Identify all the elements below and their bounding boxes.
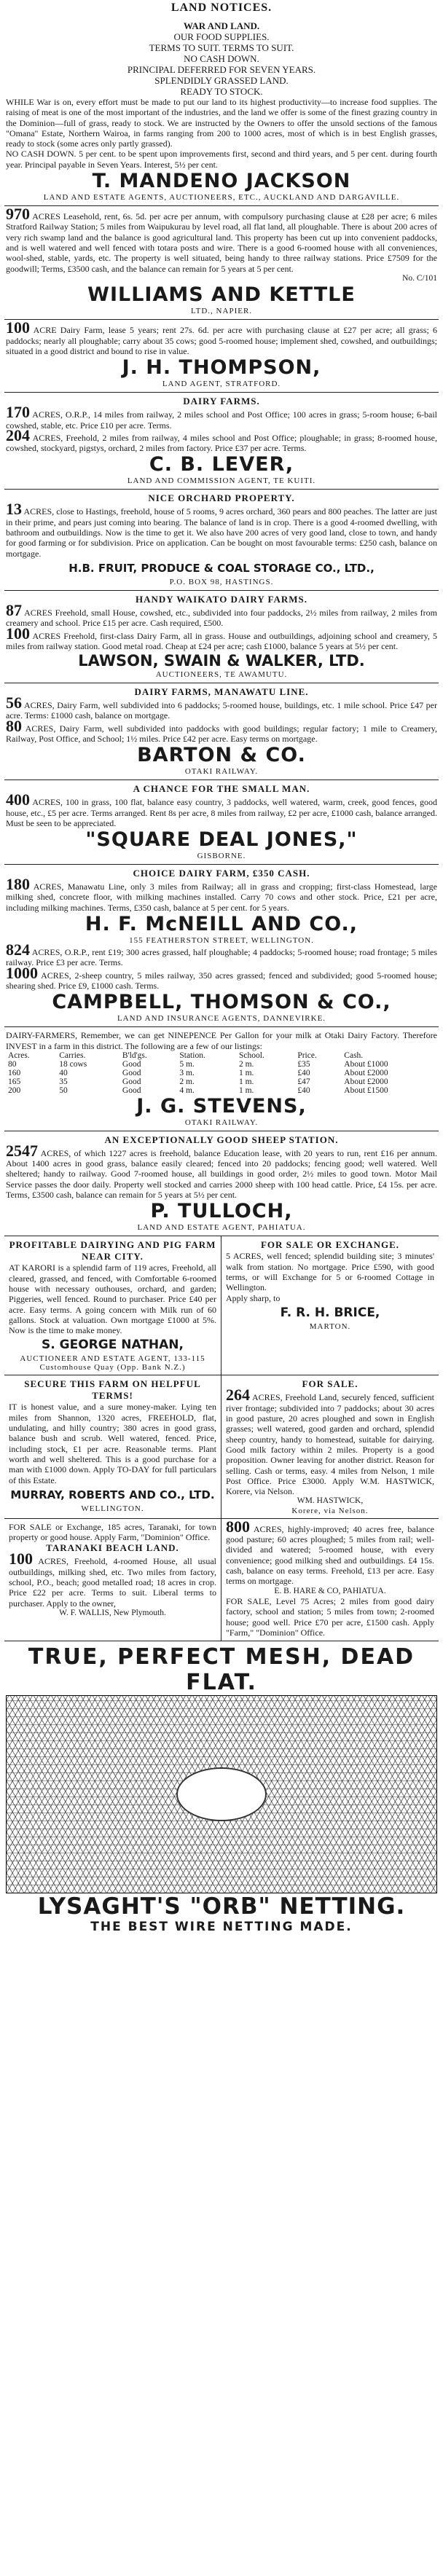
agent-subtitle: P.O. BOX 98, HASTINGS. <box>169 577 274 586</box>
agent-subtitle: GISBORNE. <box>197 852 246 861</box>
ad-body <box>6 963 437 991</box>
table-cell: 80 <box>8 1059 17 1069</box>
ad-body: 5 ACRES, well fenced; splendid building site; 3 minutes' walk from station. No mortgage. Price £590, with good terms, or will Exchange for 5 or 6-roomed Cottage in Wellington. <box>226 1251 434 1293</box>
ad-square-deal <box>4 780 439 865</box>
acreage-lead: 180 <box>6 875 30 894</box>
ad-nathan <box>4 1236 221 1375</box>
ad-thompson <box>4 320 439 393</box>
listings-table <box>6 1051 437 1095</box>
table-cell: Good <box>122 1068 141 1077</box>
agent-name: J. H. THOMPSON, <box>122 356 321 380</box>
acreage-lead: 80 <box>6 716 22 735</box>
table-row <box>6 1060 437 1069</box>
agent-name: WILLIAMS AND KETTLE <box>87 283 356 307</box>
product-name: LYSAGHT'S "ORB" NETTING. <box>37 1893 406 1920</box>
ad-stevens <box>4 1027 439 1131</box>
agent-name: P. TULLOCH, <box>150 1200 293 1223</box>
ad-title: DAIRY FARMS. <box>183 396 260 407</box>
acreage-lead: 204 <box>6 425 30 444</box>
heading-line: READY TO STOCK. <box>180 86 263 97</box>
table-row <box>6 1077 437 1086</box>
table-cell: About £1500 <box>344 1085 388 1095</box>
agent-name: "SQUARE DEAL JONES," <box>85 828 358 852</box>
ad-text: ACRES, Manawatu Line, only 3 miles from Railway; all in grass and cropping; first-class Homestead, large milking shed, concrete floor, with milking machines installed. Carry 70 cows and other stock. Price, £21 per acre, including milking machines. Terms, £350 cash, balance at 5 per cent. for 5 years. <box>6 881 437 913</box>
ad-body <box>6 500 437 559</box>
column-header: Price. <box>297 1051 317 1060</box>
two-column-row <box>4 1375 439 1518</box>
ad-body <box>226 1517 435 1587</box>
ad-text: ACRES, close to Hastings, freehold, house of 5 rooms, 9 acres orchard, 360 pears and 800 peaches. The latter are just in their prime, and pears just coming into bearing. The balance of land is in crop. There is a good 4-roomed dwelling, with bathroom and outbuildings. Now is the time to get it. We also have 200 acres of very good land, close to town, and handy for good farming or for subdivision. Price on application. Can be bought on most favourable terms: £250 cash, balance on mortgage. <box>6 506 437 559</box>
ad-war-and-land <box>4 17 439 206</box>
ad-body: IT is honest value, and a sure money-maker. Lying ten miles from Shannon, 1320 acres, FREEHOLD, flat, undulating, and hilly country; 380 acres in good grass, balance bush and scrub. Well watered, fenced. Price, including stock, £1 per acre. Reasonable terms. Plant worth and well sheltered. This is a good purchase for a man with £1000 down. Apply TO-DAY for full particulars of this Estate. <box>9 1402 216 1485</box>
ad-title: SECURE THIS FARM ON HELPFUL TERMS! <box>24 1378 201 1402</box>
heading-line: PRINCIPAL DEFERRED FOR SEVEN YEARS. <box>127 64 316 75</box>
ad-body <box>6 716 438 745</box>
agent-name: LAWSON, SWAIN & WALKER, LTD. <box>78 652 365 670</box>
acreage-lead: 100 <box>9 1550 33 1568</box>
ad-murray <box>4 1375 221 1517</box>
acreage-lead: 400 <box>6 790 30 809</box>
newspaper-page <box>4 1 439 1938</box>
ad-mcneill <box>4 865 439 1027</box>
ad-body <box>6 403 438 431</box>
acreage-lead: 1000 <box>6 963 38 982</box>
ad-text: ACRES, O.R.P., 14 miles from railway, 2 miles school and Post Office; 100 acres in grass; 5-room house; 6-bail cowshed, stable, etc. Price £10 per acre. Terms. <box>6 409 438 431</box>
ad-body <box>6 425 437 454</box>
acreage-lead: 170 <box>6 403 30 422</box>
agent-name: J. G. STEVENS, <box>136 1094 307 1118</box>
table-cell: 1 m. <box>238 1085 254 1095</box>
ad-text: ACRES, Freehold, 2 miles from railway, 4 miles school and Post Office; ploughable; in grass; 8-roomed house, cowshed, stockyard, pigstys, orchard, 2 miles from factory. Price £37 per acre. Terms. <box>6 432 437 454</box>
table-cell: 18 cows <box>59 1059 87 1069</box>
ad-waikato <box>4 591 439 683</box>
ad-tulloch <box>4 1131 439 1236</box>
ad-body <box>6 205 438 274</box>
ad-wallis <box>4 1519 221 1641</box>
agent-name: BARTON & CO. <box>137 744 306 767</box>
column-header: B'ld'gs. <box>122 1051 147 1060</box>
ad-title: PROFITABLE DAIRYING AND PIG FARM NEAR CITY. <box>9 1239 216 1263</box>
acreage-lead: 13 <box>6 500 22 519</box>
agent-name: C. B. LEVER, <box>149 453 294 476</box>
acreage-lead: 2547 <box>6 1141 38 1160</box>
ad-body <box>6 600 438 629</box>
acreage-lead: 800 <box>226 1517 250 1536</box>
agent-name: H. F. McNEILL AND CO., <box>85 913 358 936</box>
column-header: School. <box>238 1051 264 1060</box>
ad-body <box>6 318 437 356</box>
ad-text: ACRES, O.R.P., rent £19; 300 acres grassed, half ploughable; 4 paddocks; 5-roomed house; road frontage; 5 miles railway. Price £3 per acre. Terms. <box>6 947 437 968</box>
ad-banner: TRUE, PERFECT MESH, DEAD FLAT. <box>28 1644 415 1696</box>
heading-line: OUR FOOD SUPPLIES. <box>173 31 270 42</box>
ad-body <box>6 875 437 913</box>
column-header: Carries. <box>59 1051 86 1060</box>
ad-hare <box>221 1519 439 1641</box>
ad-body <box>226 1386 435 1497</box>
netting-illustration <box>6 1695 437 1893</box>
acreage-lead: 100 <box>6 318 30 337</box>
agent-subtitle: LAND AND INSURANCE AGENTS, DANNEVIRKE. <box>117 1014 326 1024</box>
table-cell: 40 <box>59 1068 68 1077</box>
ad-body: WHILE War is on, every effort must be made to put our land to its highest productivity—to increase food supplies. The raising of meat is one of the most important of the industries, and the land we offer is some of the finest grazing country in the Dominion—full of grass, ready to stock. We are instructed by the Owners to offer the unsold sections of the famous "Omana" Estate, Northern Wairoa, in farms ranging from 200 to 1000 acres, most of which is in best English grasses, ready to stock (some acres only partly grassed). <box>6 97 437 149</box>
agent-subtitle: LAND AGENT, STRATFORD. <box>162 380 281 389</box>
heading-line: SPLENDIDLY GRASSED LAND. <box>154 75 289 86</box>
ad-text: ACRE Dairy Farm, lease 5 years; rent 27s. 6d. per acre with purchasing clause at £27 per acre; all grass; 6 paddocks; nearly all ploughable; carry about 35 cows; good 5-roomed house; implement shed, cowshed, and outbuildings; situated in a good district and bound to rise in value. <box>6 325 437 356</box>
agent-name: H.B. FRUIT, PRODUCE & COAL STORAGE CO., LTD., <box>68 561 375 575</box>
agent-name: CAMPBELL, THOMSON & CO., <box>52 991 391 1014</box>
ad-hastwick <box>221 1375 439 1517</box>
table-cell: Good <box>122 1077 141 1086</box>
acreage-lead: 824 <box>6 941 30 959</box>
ad-text: ACRES, 100 in grass, 100 flat, balance easy country, 3 paddocks, well watered, warm, creek, good fences, good house, etc., £5 per acre. Terms arranged. Rent 8s per acre, 8 miles from railway, £2 per acre, £1000 cash, balance arranged. Must be seen to be appreciated. <box>6 797 437 828</box>
agent-subtitle: LTD., NAPIER. <box>190 307 253 316</box>
ad-text: ACRES, Dairy Farm, well subdivided into 6 paddocks; 5-roomed house, buildings, etc. 1 mile school. Price £47 per acre. Terms: £1000 cash, balance on mortgage. <box>6 700 437 721</box>
ad-title: HANDY WAIKATO DAIRY FARMS. <box>136 593 307 605</box>
agent-name: W. F. WALLIS, New Plymouth. <box>59 1608 166 1617</box>
agent-subtitle: AUCTIONEERS, TE AWAMUTU. <box>155 670 288 680</box>
ad-text: ACRES, 2-sheep country, 5 miles railway, 350 acres grassed; fenced and subdivided; good 5-roomed house; shearing shed. Price £9, £1000 cash. Terms. <box>6 970 437 991</box>
ad-body <box>6 694 437 721</box>
table-cell: 2 m. <box>238 1059 254 1069</box>
product-tagline: THE BEST WIRE NETTING MADE. <box>90 1920 353 1935</box>
agent-subtitle: LAND AND ESTATE AGENT, PAHIATUA. <box>137 1223 306 1233</box>
acreage-lead: 100 <box>6 624 30 643</box>
ad-text: ACRES, Dairy Farm, well subdivided into paddocks with good buildings; regular factory; 1 mile to Creamery, Railway, Post Office, and School; 1½ miles. Price £42 per acre. Easy terms on mortgage. <box>6 723 438 744</box>
ad-body <box>6 624 437 652</box>
acreage-lead: 87 <box>6 600 22 619</box>
table-cell: 200 <box>8 1085 21 1095</box>
agent-name: E. B. HARE & CO, PAHIATUA. <box>274 1586 386 1595</box>
agent-subtitle: OTAKI RAILWAY. <box>184 1118 259 1127</box>
ad-text: ACRES, Freehold Land, securely fenced, sufficient river frontage; subdivided into 7 paddocks; about 30 acres in good pasture, 20 acres ploughed and sown in English grasses; well watered, good garden and orchard, splendid sheep country, handy to homestead, suitable for dairying. Good milk factory within 2 miles. Property is a good proposition. Owner leaving for another district. Reason for selling. Cash or terms, easy. 4 miles from Nelson, 1 mile Post Office. Price £3000. Apply W.M. HASTWICK, Korere, via Nelson. <box>226 1392 435 1497</box>
agent-name: F. R. H. BRICE, <box>280 1305 380 1320</box>
reference-number: No. C/101 <box>402 273 437 283</box>
heading-line: WAR AND LAND. <box>183 20 260 31</box>
two-column-row <box>4 1519 439 1641</box>
table-cell: 3 m. <box>179 1068 195 1077</box>
table-cell: About £2000 <box>344 1077 388 1086</box>
heading-line: TERMS TO SUIT. TERMS TO SUIT. <box>149 42 294 53</box>
column-header: Acres. <box>8 1051 30 1060</box>
agent-name: T. MANDENO JACKSON <box>92 170 351 193</box>
ad-title: NICE ORCHARD PROPERTY. <box>148 492 295 504</box>
table-cell: About £2000 <box>344 1068 388 1077</box>
table-cell: £40 <box>297 1068 310 1077</box>
ad-title: CHOICE DAIRY FARM, £350 CASH. <box>133 868 310 879</box>
table-cell: £40 <box>297 1085 310 1095</box>
ad-body: FOR SALE, Level 75 Acres; 2 miles from good dairy factory, school and station; 5 miles from town; 2-roomed house; good well. Price £70 per acre, £1500 cash. Apply "Farm," "Dominion" Office. <box>226 1596 434 1638</box>
column-header: Station. <box>179 1051 205 1060</box>
agent-subtitle: Korere, via Nelson. <box>291 1506 369 1515</box>
table-cell: Good <box>122 1059 141 1069</box>
table-row <box>6 1086 437 1095</box>
ad-title: FOR SALE OR EXCHANGE. <box>260 1239 400 1251</box>
table-cell: 1 m. <box>238 1068 254 1077</box>
table-cell: 165 <box>8 1077 21 1086</box>
table-header-row <box>6 1051 437 1060</box>
ad-body: FOR SALE or Exchange, 185 acres, Taranaki, for town property or good house. Apply Farm, "Dominion" Office. <box>9 1521 216 1543</box>
ad-terms: NO CASH DOWN. 5 per cent. to be spent upon improvements first, second and third years, and 5 per cent. during fourth year. Principal payable in Seven Years. Interest, 5½ per cent. <box>6 149 437 170</box>
ad-body: DAIRY-FARMERS, Remember, we can get NINEPENCE Per Gallon for your milk at Otaki Dairy Factory. Therefore INVEST in a farm in this district. The following are a few of our listings: <box>6 1030 437 1051</box>
ad-title: AN EXCEPTIONALLY GOOD SHEEP STATION. <box>104 1134 339 1145</box>
heading-line: NO CASH DOWN. <box>184 53 259 64</box>
ad-manawatu <box>4 683 439 780</box>
table-cell: 5 m. <box>179 1059 195 1069</box>
ad-brice <box>221 1236 439 1375</box>
acreage-lead: 264 <box>226 1386 250 1405</box>
acreage-lead: 970 <box>6 205 30 224</box>
agent-subtitle: 155 FEATHERSTON STREET, WELLINGTON. <box>129 936 314 946</box>
ad-text: ACRES Freehold, first-class Dairy Farm, all in grass. House and outbuildings, adjoining school and creamery, 5 miles from railway station. Good metal road. Cheap at £24 per acre; cash £1000, balance 5 years at 5½ per cent. <box>6 630 437 651</box>
agent-subtitle: AUCTIONEER AND ESTATE AGENT, 133-115 Customhouse Quay (Opp. Bank N.Z.) <box>20 1354 205 1373</box>
agent-name: MURRAY, ROBERTS AND CO., LTD. <box>10 1488 215 1501</box>
table-cell: Good <box>122 1085 141 1095</box>
ad-williams-kettle <box>4 206 439 320</box>
ad-text: ACRES, of which 1227 acres is freehold, balance Education lease, with 20 years to run, rent £16 per annum. About 1400 acres in good grass, balance easily cleared; fenced into 20 paddocks; fencing good; well watered. Well sheltered; handy to railway. Good 7-roomed house, all buildings in good order, 2½ miles to good town. Motor Mail Service passes the door daily. Property well stocked and carries 2000 sheep with 100 head cattle. Price, £4 15s. per acre. Terms, £3500 cash, balance can remain for 5 years at 5½ per cent. <box>6 1147 437 1201</box>
agent-name: S. GEORGE NATHAN, <box>42 1338 184 1353</box>
ad-title: FOR SALE. <box>302 1378 358 1390</box>
ad-title: TARANAKI BEACH LAND. <box>46 1542 179 1554</box>
apply-text: Apply sharp, to <box>226 1292 281 1303</box>
table-cell: 160 <box>8 1068 21 1077</box>
ad-text: ACRES, Freehold, 4-roomed House, all usual outbuildings, milking shed, etc. Two miles from factory, school, P.O., beach; good metalled road; 18 acres in crop. Price £22 per acre. Terms to suit. Liberal terms to purchaser. Apply to the owner, <box>9 1556 216 1609</box>
ad-body: AT KARORI is a splendid farm of 119 acres, Freehold, all cleared, grassed, and fenced, with Comfortable 6-roomed house with necessary outhouses, orchard, and garden; Piggeries, well fenced. Round to purchaser. Price £40 per acre. Easy terms. A going concern with Milk run of 60 gallons. Stock at valuation. Own mortgage £1000 at 5%. Now is the time to make money. <box>9 1263 216 1336</box>
agent-subtitle: OTAKI RAILWAY. <box>184 767 259 777</box>
column-header: Cash. <box>344 1051 364 1060</box>
agent-subtitle: LAND AND ESTATE AGENTS, AUCTIONEERS, ETC., AUCKLAND AND DARGAVILLE. <box>43 193 400 203</box>
agent-subtitle: LAND AND COMMISSION AGENT, TE KUITI. <box>127 476 316 486</box>
ad-title: A CHANCE FOR THE SMALL MAN. <box>133 783 310 795</box>
agent-subtitle: MARTON. <box>309 1322 351 1331</box>
table-cell: £47 <box>297 1077 310 1086</box>
table-cell: 35 <box>59 1077 68 1086</box>
agent-subtitle: WELLINGTON. <box>81 1504 144 1513</box>
ad-lever <box>4 393 439 490</box>
table-cell: 2 m. <box>179 1077 195 1086</box>
ad-text: ACRES, highly-improved; 40 acres free, balance good pasture; 60 acres ploughed; 5 miles from rail; well-divided and watered; 5-roomed house, with every convenience; good milking shed and outbuildings. £4 15s. cash, balance on easy terms. Freehold, £13 per acre. Easy terms on mortgage. <box>226 1523 435 1587</box>
table-cell: £35 <box>297 1059 310 1069</box>
agent-name: WM. HASTWICK, <box>297 1496 364 1506</box>
table-cell: About £1000 <box>344 1059 388 1069</box>
table-cell: 4 m. <box>179 1085 195 1095</box>
ad-orchard <box>4 490 439 590</box>
table-cell: 1 m. <box>238 1077 254 1086</box>
ad-body <box>9 1550 216 1609</box>
ad-text: ACRES Freehold, small House, cowshed, etc., subdivided into four paddocks, 2½ miles from railway, 2 miles from creamery and school. Price £15 per acre. Cash required, £500. <box>6 607 438 629</box>
sheep-illustration <box>176 1767 267 1821</box>
acreage-lead: 56 <box>6 694 22 712</box>
ad-body <box>6 790 437 828</box>
two-column-row <box>4 1236 439 1375</box>
ad-heading <box>6 20 437 97</box>
ad-lysaght <box>4 1641 439 1938</box>
table-cell: 50 <box>59 1085 68 1095</box>
section-header: LAND NOTICES. <box>170 1 273 14</box>
ad-text: ACRES Leasehold, rent, 6s. 5d. per acre per annum, with compulsory purchasing clause at £28 per acre; 6 miles Stratford Railway Station; 5 miles from Waipukurau by level road, all flat land, all ploughable. There is about 200 acres of very rich swamp land and the balance is good agricultural land. This property has been cut up into convenient paddocks, and is well watered and well fenced with totara posts and wire. There is a good 6-roomed house with all conveniences, wool-shed, stable, yards, etc. The property is well situated, being handy to three railway stations. Price £7509 for the goodwill; Terms, £3500 cash, and the balance can remain for 5 years at 5 per cent. <box>6 211 438 274</box>
ad-title: DAIRY FARMS, MANAWATU LINE. <box>134 686 309 698</box>
ad-body <box>6 1141 437 1201</box>
table-row <box>6 1069 437 1077</box>
